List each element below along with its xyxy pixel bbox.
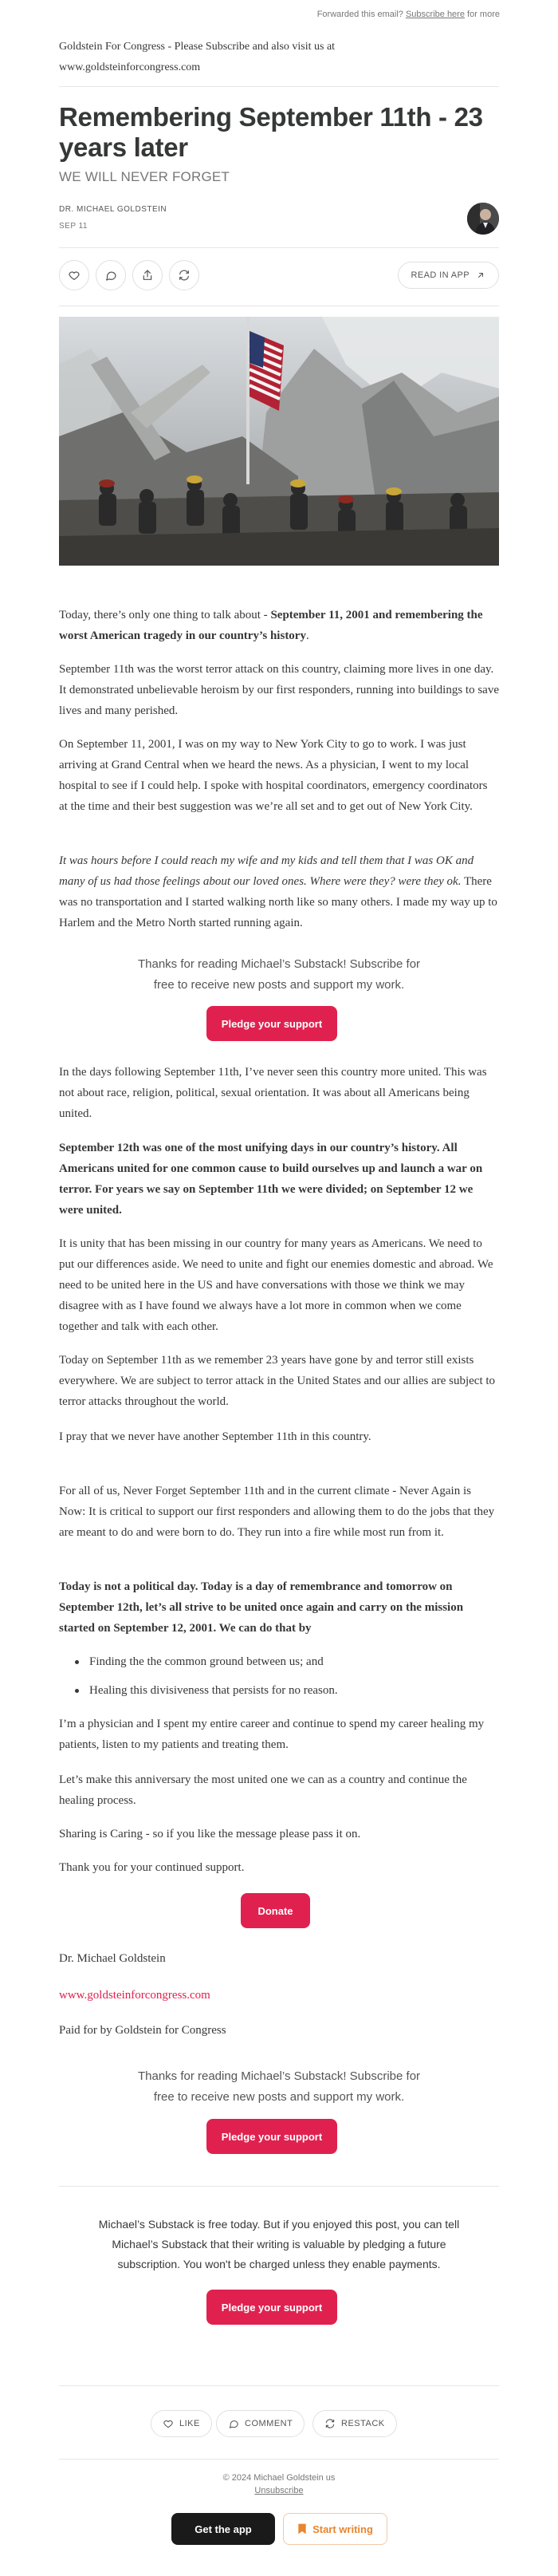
divider [59, 2459, 499, 2460]
share-button[interactable] [132, 260, 163, 290]
heart-icon [163, 2418, 174, 2429]
subscribe-cta-line-1: Thanks for reading Michael’s Substack! Subscribe for [137, 957, 421, 971]
preheader-line-2: www.goldsteinforcongress.com [59, 61, 201, 73]
author-name[interactable]: DR. MICHAEL GOLDSTEIN [59, 205, 167, 214]
footer-restack-label: RESTACK [341, 2419, 385, 2428]
start-writing-button[interactable] [283, 2513, 387, 2545]
footer-actions [0, 2410, 558, 2439]
forwarded-suffix: for more [467, 10, 500, 19]
subscribe-cta-text [120, 2066, 438, 2108]
comment-icon [228, 2418, 239, 2429]
preheader-line-1: Goldstein For Congress - Please Subscribe and also visit us at [59, 41, 336, 53]
start-writing-label: Start writing [312, 2523, 373, 2535]
share-icon [141, 269, 154, 282]
divider [59, 247, 499, 248]
post-actions [59, 260, 499, 292]
arrow-up-right-icon [476, 270, 485, 280]
footer-restack-button[interactable] [312, 2410, 397, 2437]
hero-image[interactable] [59, 317, 499, 566]
avatar-image [467, 203, 499, 235]
read-in-app-button[interactable] [398, 262, 499, 289]
p1-end: . [305, 629, 309, 642]
pledge-explainer [80, 2215, 478, 2274]
paragraph-15: Thank you for your continued support. [59, 1861, 245, 1874]
avatar[interactable] [467, 203, 499, 235]
pledge-line-3: subscription. You won't be charged unless they enable payments. [117, 2258, 441, 2270]
post-title-line-2: years later [59, 132, 188, 162]
p6-bold: September 12th was one of the most unifying days in our country’s history. All Americans united for one common cause to build ourselves up and launch a war on terror. For years we say on September 11th we were divided; on September 12 we were united. [59, 1142, 483, 1217]
paragraph-14: Sharing is Caring - so if you like the message please pass it on. [59, 1828, 361, 1840]
ground-zero-flag-photo [59, 317, 499, 566]
pledge-line-1: Michael’s Substack is free today. But if you enjoyed this post, you can tell [98, 2218, 460, 2231]
pledge-support-button[interactable]: Pledge your support [206, 2290, 337, 2325]
comment-icon [104, 269, 117, 282]
get-the-app-button[interactable]: Get the app [171, 2513, 275, 2545]
paragraph-5: In the days following September 11th, I’ve never seen this country more united. This was not about race, religion, political, sexual orientation. It was about all Americans being united. [59, 1066, 487, 1120]
paragraph-4 [59, 850, 499, 933]
list-item: Finding the the common ground between us; and [59, 1651, 499, 1672]
signature: Dr. Michael Goldstein [59, 1952, 166, 1965]
paragraph-10: For all of us, Never Forget September 11th and in the current climate - Never Again is Now: It is critical to support our first responders and allowing them to do the jobs that they are meant to do and were born to do. They run into a fire while most run from it. [59, 1485, 495, 1539]
read-in-app-label: READ IN APP [411, 270, 470, 280]
post-subtitle: WE WILL NEVER FORGET [59, 169, 230, 184]
p11-bold: Today is not a political day. Today is a day of remembrance and tomorrow on September 12th, let’s all strive to be united once again and carry on the mission started on September 12, 2001. We can do that by [59, 1580, 464, 1635]
bookmark-icon [297, 2523, 307, 2535]
restack-icon [178, 269, 191, 282]
paragraph-2: September 11th was the worst terror attack on this country, claiming more lives in one day. It demonstrated unbelievable heroism by our first responders, running into buildings to save lives and many perished. [59, 663, 499, 717]
divider [59, 86, 499, 87]
footer-like-button[interactable] [151, 2410, 212, 2437]
paragraph-13: Let’s make this anniversary the most united one we can as a country and continue the healing process. [59, 1773, 467, 1807]
copyright: © 2024 Michael Goldstein us [222, 2473, 336, 2483]
p4-italic: It was hours before I could reach my wife and my kids and tell them that I was OK and many of us had those feelings about our loved ones. Where were they? were they ok. [59, 854, 474, 888]
paragraph-7: It is unity that has been missing in our country for many years as Americans. We need to put our differences aside. We need to unite and fight our enemies domestic and abroad. We need to be united here in the US and have conversations with those we think we may disagree with as I have found we always have a lot more in common when we come together and talk with each other. [59, 1237, 493, 1333]
post-title-line-1: Remembering September 11th - 23 [59, 102, 483, 132]
subscribe-cta-line-1: Thanks for reading Michael’s Substack! Subscribe for [137, 2069, 421, 2083]
donate-button[interactable]: Donate [241, 1893, 310, 1928]
post-date: SEP 11 [59, 222, 88, 231]
pledge-line-2: Michael’s Substack that their writing is valuable by pledging a future [112, 2238, 446, 2251]
subscribe-cta-line-2: free to receive new posts and support my work. [153, 978, 405, 992]
forwarded-text: Forwarded this email? [316, 10, 403, 19]
subscribe-cta-line-2: free to receive new posts and support my work. [153, 2090, 405, 2104]
p4-rest: There was no transportation and I started walking north like so many others. I made my way up to Harlem and the Metro North started running again. [59, 875, 497, 929]
p1-intro: Today, there’s only one thing to talk about - [59, 609, 271, 621]
like-button[interactable] [59, 260, 89, 290]
restack-icon [324, 2418, 336, 2429]
forwarded-bar [317, 10, 500, 19]
paragraph-3: On September 11, 2001, I was on my way to New York City to go to work. I was just arriving at Grand Central when we heard the news. As a physician, I went to my local hospital to see if I could help. I spoke with hospital coordinators, emergency coordinators at the time and their best suggestion was we’re all set and to get out of New York City. [59, 738, 488, 813]
paragraph-6 [59, 1138, 499, 1221]
post-title[interactable] [59, 102, 499, 163]
paid-for-disclaimer: Paid for by Goldstein for Congress [59, 2024, 226, 2037]
pledge-support-button[interactable]: Pledge your support [206, 2119, 337, 2154]
divider [59, 2186, 499, 2187]
paragraph-8: Today on September 11th as we remember 23 years have gone by and terror still exists everywhere. We are subject to terror attack in the United States and our allies are subject to terror attacks throughout the world. [59, 1354, 496, 1408]
footer-like-label: LIKE [179, 2419, 200, 2428]
paragraph-9: I pray that we never have another September 11th in this country. [59, 1430, 371, 1443]
subscribe-here-link[interactable]: Subscribe here [405, 10, 465, 19]
website-link[interactable]: www.goldsteinforcongress.com [59, 1989, 210, 2002]
preheader [59, 37, 499, 78]
paragraph-1 [59, 605, 499, 646]
comment-button[interactable] [96, 260, 126, 290]
footer-comment-button[interactable] [216, 2410, 305, 2437]
unsubscribe-link[interactable]: Unsubscribe [254, 2486, 304, 2495]
p1-bold: September 11, 2001 and remembering the worst American tragedy in our country’s history [59, 609, 483, 642]
footer-comment-label: COMMENT [245, 2419, 293, 2428]
subscribe-cta-text [120, 954, 438, 996]
divider [59, 2385, 499, 2386]
heart-icon [68, 269, 81, 282]
paragraph-11 [59, 1576, 499, 1639]
restack-button[interactable] [169, 260, 199, 290]
pledge-support-button[interactable]: Pledge your support [206, 1006, 337, 1041]
bullet-list [59, 1651, 499, 1701]
paragraph-12: I’m a physician and I spent my entire career and continue to spend my career healing my patients, listen to my patients and treating them. [59, 1718, 485, 1751]
list-item: Healing this divisiveness that persists for no reason. [59, 1680, 499, 1701]
